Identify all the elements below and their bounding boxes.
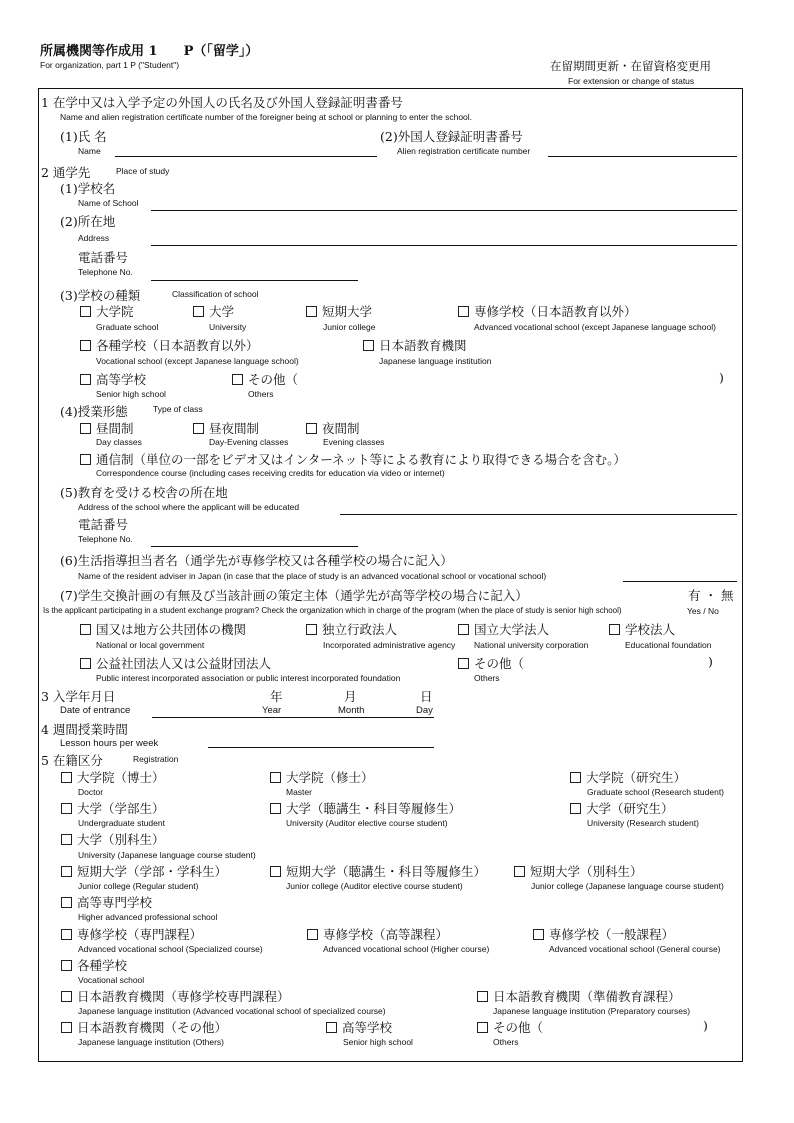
class-correspondence-en: Correspondence course (including cases receiving credits for education via video or internet) <box>96 468 445 478</box>
reg-others[interactable]: その他（ <box>477 1018 543 1036</box>
checkbox[interactable] <box>61 834 72 845</box>
checkbox[interactable] <box>80 340 91 351</box>
checkbox[interactable] <box>80 423 91 434</box>
kind-others-en: Others <box>248 389 274 399</box>
reg-jc-japanese-en: Junior college (Japanese language course student) <box>531 881 724 891</box>
checkbox[interactable] <box>61 803 72 814</box>
school-label: (1)学校名 <box>60 181 116 196</box>
reg-jli-preparatory[interactable]: 日本語教育機関（準備教育課程） <box>477 987 681 1005</box>
exchange-yesno-en: Yes / No <box>687 606 719 616</box>
year-label-en: Year <box>262 705 282 716</box>
checkbox[interactable] <box>306 624 317 635</box>
checkbox[interactable] <box>80 624 91 635</box>
form-title: 所属機関等作成用 1 P（「留学」） <box>40 44 259 59</box>
reg-jli-others[interactable]: 日本語教育機関（その他） <box>61 1018 227 1036</box>
reg-jli-others-en: Japanese language institution (Others) <box>78 1037 225 1047</box>
checkbox[interactable] <box>270 803 281 814</box>
reg-avs-general[interactable]: 専修学校（一般課程） <box>533 925 674 943</box>
checkbox[interactable] <box>570 803 581 814</box>
kind-vocational-en: Vocational school (except Japanese language school) <box>96 356 299 366</box>
kind-junior-college-en: Junior college <box>323 322 376 332</box>
reg-univ-japanese[interactable]: 大学（別科生） <box>61 830 165 848</box>
reg-vocational[interactable]: 各種学校 <box>61 956 127 974</box>
school-field[interactable] <box>151 210 737 211</box>
checkbox[interactable] <box>270 772 281 783</box>
reg-avs-higher[interactable]: 専修学校（高等課程） <box>307 925 448 943</box>
org-public-interest[interactable]: 公益社団法人又は公益財団法人 <box>80 654 271 672</box>
tel2-label: 電話番号 <box>78 517 129 532</box>
address-label-en: Address <box>78 233 110 243</box>
class-day-evening-en: Day-Evening classes <box>209 437 289 447</box>
checkbox[interactable] <box>193 306 204 317</box>
org-educational-en: Educational foundation <box>625 640 712 650</box>
checkbox[interactable] <box>61 866 72 877</box>
reg-univ-undergrad-en: Undergraduate student <box>78 818 165 828</box>
checkbox[interactable] <box>477 991 488 1002</box>
kind-adv-vocational[interactable]: 専修学校（日本語教育以外） <box>458 302 637 320</box>
kind-label: (3)学校の種類 <box>60 288 141 303</box>
reg-univ-auditor-en: University (Auditor elective course student) <box>286 818 448 828</box>
checkbox[interactable] <box>61 991 72 1002</box>
entrance-date-field[interactable] <box>152 717 434 718</box>
reg-high-school[interactable]: 高等学校 <box>326 1018 392 1036</box>
tel-label: 電話番号 <box>78 250 129 265</box>
class-label-en: Type of class <box>153 404 203 414</box>
org-iaa[interactable]: 独立行政法人 <box>306 620 397 638</box>
checkbox[interactable] <box>80 374 91 385</box>
kind-graduate-en: Graduate school <box>96 322 159 332</box>
s5-title: 5 在籍区分 <box>41 753 103 768</box>
tel2-label-en: Telephone No. <box>78 534 133 544</box>
kind-university[interactable]: 大学 <box>193 302 234 320</box>
adviser-field[interactable] <box>623 581 737 582</box>
kind-vocational[interactable]: 各種学校（日本語教育以外） <box>80 336 259 354</box>
class-day-evening[interactable]: 昼夜間制 <box>193 419 259 437</box>
kind-japanese-inst[interactable]: 日本語教育機関 <box>363 336 467 354</box>
checkbox[interactable] <box>193 423 204 434</box>
form-title-en: For organization, part 1 P ("Student") <box>40 60 180 70</box>
s2-title-en: Place of study <box>116 166 170 176</box>
reg-grad-doctor[interactable]: 大学院（博士） <box>61 768 165 786</box>
checkbox[interactable] <box>61 960 72 971</box>
reg-univ-research[interactable]: 大学（研究生） <box>570 799 674 817</box>
checkbox[interactable] <box>326 1022 337 1033</box>
reg-jli-preparatory-en: Japanese language institution (Preparatory courses) <box>493 1006 691 1016</box>
reg-grad-research-en: Graduate school (Research student) <box>587 787 725 797</box>
checkbox[interactable] <box>80 454 91 465</box>
tel2-field[interactable] <box>151 546 358 547</box>
checkbox[interactable] <box>61 1022 72 1033</box>
org-educational[interactable]: 学校法人 <box>609 620 675 638</box>
exchange-yesno[interactable]: 有 ・ 無 <box>688 588 734 603</box>
reg-jc-japanese[interactable]: 短期大学（別科生） <box>514 862 643 880</box>
reg-grad-master[interactable]: 大学院（修士） <box>270 768 374 786</box>
reg-jli-specialized[interactable]: 日本語教育機関（専修学校専門課程） <box>61 987 290 1005</box>
reg-jc-regular-en: Junior college (Regular student) <box>78 881 199 891</box>
checkbox[interactable] <box>533 929 544 940</box>
reg-others-close: ) <box>703 1018 708 1033</box>
month-label-en: Month <box>338 705 365 716</box>
reg-univ-research-en: University (Research student) <box>587 818 699 828</box>
kind-others[interactable]: その他（ <box>232 370 298 388</box>
reg-grad-research[interactable]: 大学院（研究生） <box>570 768 686 786</box>
adviser-label: (6)生活指導担当者名（通学先が専修学校又は各種学校の場合に記入） <box>60 553 453 568</box>
checkbox[interactable] <box>363 340 374 351</box>
org-iaa-en: Incorporated administrative agency <box>323 640 456 650</box>
s2-title: 2 通学先 <box>41 165 91 180</box>
kind-junior-college[interactable]: 短期大学 <box>306 302 372 320</box>
tel-label-en: Telephone No. <box>78 267 133 277</box>
checkbox[interactable] <box>232 374 243 385</box>
arc-field[interactable] <box>548 156 737 157</box>
school-label-en: Name of School <box>78 198 139 208</box>
reg-high-school-en: Senior high school <box>343 1037 413 1047</box>
reg-jli-specialized-en: Japanese language institution (Advanced vocational school of specialized course) <box>78 1006 386 1016</box>
checkbox[interactable] <box>61 772 72 783</box>
checkbox[interactable] <box>80 658 91 669</box>
checkbox[interactable] <box>61 929 72 940</box>
checkbox[interactable] <box>477 1022 488 1033</box>
reg-jc-auditor[interactable]: 短期大学（聴講生・科目等履修生） <box>270 862 486 880</box>
day-label: 日 <box>420 689 433 704</box>
name-label: (1)氏 名 <box>60 129 107 144</box>
s5-title-en: Registration <box>133 754 179 764</box>
kind-high-school-en: Senior high school <box>96 389 166 399</box>
checkbox[interactable] <box>609 624 620 635</box>
org-public-interest-en: Public interest incorporated association or public interest incorporated foundation <box>96 673 401 683</box>
class-evening-en: Evening classes <box>323 437 385 447</box>
org-national-univ[interactable]: 国立大学法人 <box>458 620 549 638</box>
exchange-label: (7)学生交換計画の有無及び当該計画の策定主体（通学先が高等学校の場合に記入） <box>60 588 528 603</box>
reg-grad-doctor-en: Doctor <box>78 787 104 797</box>
usage-label: 在留期間更新・在留資格変更用 <box>550 59 711 73</box>
lesson-hours-field[interactable] <box>208 747 434 748</box>
reg-jc-regular[interactable]: 短期大学（学部・学科生） <box>61 862 227 880</box>
usage-label-en: For extension or change of status <box>568 76 695 86</box>
reg-univ-japanese-en: University (Japanese language course student) <box>78 850 256 860</box>
org-national-univ-en: National university corporation <box>474 640 589 650</box>
s1-title: 1 在学中又は入学予定の外国人の氏名及び外国人登録証明書番号 <box>41 95 403 110</box>
checkbox[interactable] <box>458 624 469 635</box>
checkbox[interactable] <box>570 772 581 783</box>
adviser-label-en: Name of the resident adviser in Japan (in case that the place of study is an advanced vocational school or vocational school) <box>78 571 547 581</box>
reg-avs-general-en: Advanced vocational school (General course) <box>549 944 721 954</box>
reg-vocational-en: Vocational school <box>78 975 145 985</box>
checkbox[interactable] <box>458 658 469 669</box>
class-correspondence[interactable]: 通信制（単位の一部をビデオ又はインターネット等による教育により取得できる場合を含む。） <box>80 450 626 468</box>
reg-college-tech[interactable]: 高等専門学校 <box>61 893 152 911</box>
kind-high-school[interactable]: 高等学校 <box>80 370 146 388</box>
address-label: (2)所在地 <box>60 214 116 229</box>
day-label-en: Day <box>416 705 433 716</box>
org-others[interactable]: その他（ <box>458 654 524 672</box>
reg-college-tech-en: Higher advanced professional school <box>78 912 218 922</box>
s3-title-en: Date of entrance <box>60 705 131 716</box>
checkbox[interactable] <box>306 306 317 317</box>
s4-title: 4 週間授業時間 <box>41 722 128 737</box>
org-others-close: ) <box>708 654 713 669</box>
reg-jc-auditor-en: Junior college (Auditor elective course student) <box>286 881 463 891</box>
checkbox[interactable] <box>514 866 525 877</box>
checkbox[interactable] <box>458 306 469 317</box>
reg-univ-auditor[interactable]: 大学（聴講生・科目等履修生） <box>270 799 461 817</box>
reg-avs-higher-en: Advanced vocational school (Higher course) <box>323 944 490 954</box>
exchange-label-en: Is the applicant participating in a student exchange program? Check the organization which in charge of the program (when the place of study is senior high school) <box>43 606 622 615</box>
org-others-en: Others <box>474 673 500 683</box>
month-label: 月 <box>344 689 357 704</box>
reg-others-en: Others <box>493 1037 519 1047</box>
checkbox[interactable] <box>61 897 72 908</box>
class-day[interactable]: 昼間制 <box>80 419 134 437</box>
reg-avs-specialized[interactable]: 専修学校（専門課程） <box>61 925 202 943</box>
campus-label-en: Address of the school where the applicant will be educated <box>78 502 300 512</box>
address-field[interactable] <box>151 245 737 246</box>
kind-graduate[interactable]: 大学院 <box>80 302 134 320</box>
reg-univ-undergrad[interactable]: 大学（学部生） <box>61 799 165 817</box>
kind-others-close: ) <box>719 370 724 385</box>
checkbox[interactable] <box>270 866 281 877</box>
kind-university-en: University <box>209 322 247 332</box>
reg-avs-specialized-en: Advanced vocational school (Specialized course) <box>78 944 263 954</box>
name-label-en: Name <box>78 146 101 156</box>
reg-grad-master-en: Master <box>286 787 312 797</box>
campus-field[interactable] <box>340 514 737 515</box>
checkbox[interactable] <box>80 306 91 317</box>
arc-label-en: Alien registration certificate number <box>397 146 531 156</box>
name-field[interactable] <box>115 156 377 157</box>
s1-title-en: Name and alien registration certificate number of the foreigner being at school or planning to enter the school. <box>60 112 473 122</box>
class-evening[interactable]: 夜間制 <box>306 419 360 437</box>
year-label: 年 <box>270 689 283 704</box>
kind-adv-vocational-en: Advanced vocational school (except Japanese language school) <box>474 322 716 332</box>
campus-label: (5)教育を受ける校舎の所在地 <box>60 485 228 500</box>
class-day-en: Day classes <box>96 437 142 447</box>
s4-title-en: Lesson hours per week <box>60 738 159 749</box>
class-label: (4)授業形態 <box>60 404 128 419</box>
kind-label-en: Classification of school <box>172 289 259 299</box>
org-government-en: National or local government <box>96 640 205 650</box>
checkbox[interactable] <box>306 423 317 434</box>
kind-japanese-inst-en: Japanese language institution <box>379 356 492 366</box>
s3-title: 3 入学年月日 <box>41 689 116 704</box>
checkbox[interactable] <box>307 929 318 940</box>
arc-label: (2)外国人登録証明書番号 <box>380 129 523 144</box>
org-government[interactable]: 国又は地方公共団体の機関 <box>80 620 246 638</box>
tel-field[interactable] <box>151 280 358 281</box>
